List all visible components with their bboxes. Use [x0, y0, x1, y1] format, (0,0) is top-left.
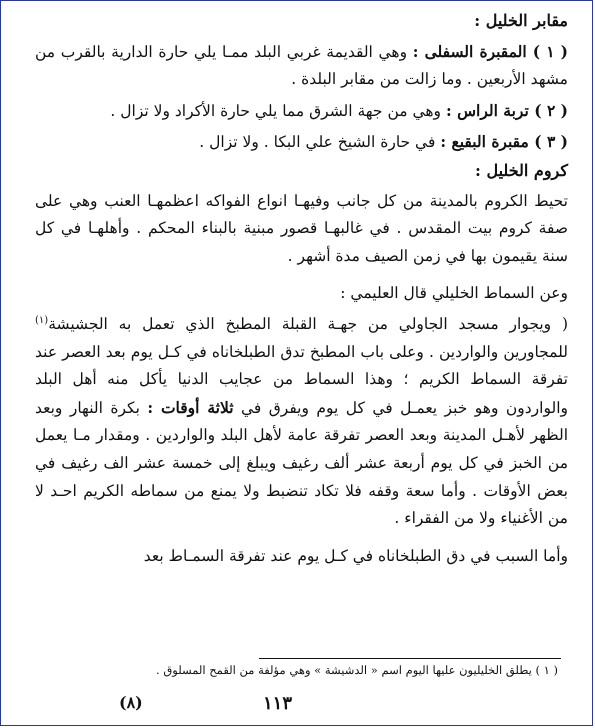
cemetery-item-2-label: ( ٢ ) تربة الراس :	[445, 100, 568, 120]
three-times-label: ثلاثة أوقات :	[147, 397, 234, 417]
vineyards-paragraph: تحيط الكروم بالمدينة من كل جانب وفيهـا انواع الفواكه اعظمهـا العنب وهي على صفة كروم بيت المقدس . في غالبهـا قصور مبنية بالبناء المحكم . وأهلهـا في كل سنة يقيمون بها في زمن الصيف مدة أشهر .	[35, 191, 568, 265]
quote-part-3: بكرة النهار وبعد الظهر لأهـل المدينة وبعد العصر تفرقة عامة لأهل البلد والواردين . ومقدار مـا يعمل من الخبز في كل يوم أربعة عشر ألف رغيف ويبلغ إلى خمسة عشر الف رغيف في بعض الأوقات . وأما سعة وقفه فلا تكاد تنضبط ولا يمنع من سماطه الكريم احـد لا من الأغنياء ولا من الفقراء .	[35, 398, 568, 528]
cemetery-item-3-text: في حارة الشيخ علي البكا . ولا تزال .	[199, 133, 436, 152]
footnote-marker: (١)	[35, 314, 49, 326]
simat-intro: وعن السماط الخليلي قال العليمي :	[340, 284, 568, 303]
heading-hebron-cemeteries: مقابر الخليل :	[474, 11, 568, 30]
footnote-rule	[259, 658, 561, 659]
cemetery-item-3-label: ( ٣ ) مقبرة البقيع :	[440, 132, 568, 152]
main-text	[35, 7, 568, 570]
cemetery-item-1	[35, 38, 568, 94]
last-line: وأما السبب في دق الطبلخاناه في كـل يوم عند تفرقة السمـاط بعد	[143, 546, 568, 565]
quote-part-2: للمجاورين والواردين . وعلى باب المطبخ تدق الطبلخاناه في كـل يوم بعد العصر عند تفرقة السماط الكريم ؛ وهذا السماط من عجايب الدنيا يأكل منه أهل البلد والواردون وهو خبز يعمـل في كل يوم ويفرق في	[35, 342, 568, 417]
sheet-number: (٨)	[119, 693, 143, 712]
heading-hebron-vineyards: كروم الخليل :	[474, 160, 568, 180]
simat-quote	[35, 311, 568, 533]
page-number: ١١٣	[263, 693, 293, 714]
quote-part-1: ( ويجوار مسجد الجاولي من جهـة القبلة المطبخ الذي تعمل به الجشيشة	[48, 314, 568, 333]
cemetery-item-3	[35, 128, 568, 157]
cemetery-item-2-text: وهي من جهة الشرق مما يلي حارة الأكراد ولا تزال .	[110, 101, 442, 120]
cemetery-item-1-label: ( ١ ) المقبرة السفلى :	[412, 41, 568, 61]
cemetery-item-2	[35, 97, 568, 126]
footnote: ( ١ ) يطلق الخليليون عليها اليوم اسم « الدشيشة » وهي مؤلفة من القمح المسلوق .	[156, 663, 558, 677]
cemetery-item-1-text: وهي القديمة غربي البلد ممـا يلي حارة الدارية بالقرب من مشهد الأربعين . وما زالت من مقابر البلدة .	[35, 42, 568, 89]
